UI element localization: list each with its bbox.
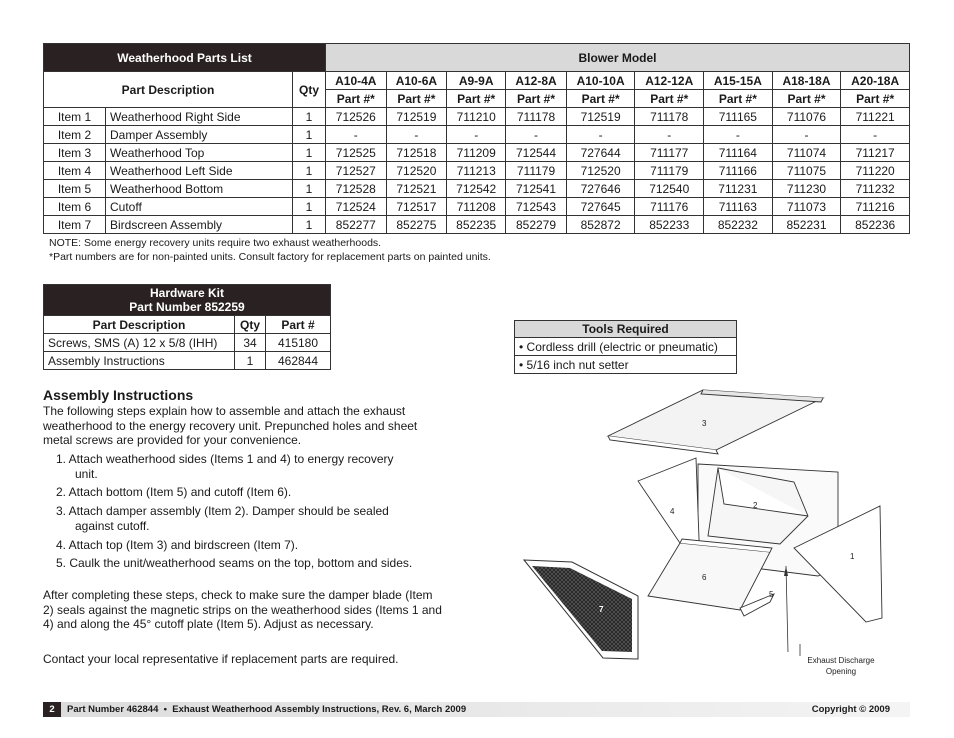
hardware-kit-part-number: Part Number 852259 <box>129 300 245 314</box>
label-item-1: 1 <box>850 552 855 561</box>
item-cell: Item 4 <box>44 162 106 180</box>
exploded-diagram <box>518 386 910 682</box>
part-number-cell: 711177 <box>635 144 704 162</box>
part-number-cell: 711213 <box>447 162 506 180</box>
hardware-kit-title-line1: Hardware Kit <box>149 286 225 300</box>
cutoff-part <box>648 543 770 610</box>
tool-item: • 5/16 inch nut setter <box>515 356 737 374</box>
part-number-label: Part #* <box>772 90 841 108</box>
assembly-step: 5. Caulk the unit/weatherhood seams on the top, bottom and sides. <box>56 556 413 571</box>
hw-qty-header: Qty <box>235 316 266 334</box>
part-number-label: Part #* <box>704 90 773 108</box>
part-number-cell: 711179 <box>635 162 704 180</box>
model-header: A10-10A <box>566 72 635 90</box>
qty-header: Qty <box>293 72 326 108</box>
parts-row <box>44 180 910 198</box>
part-number-cell: 711220 <box>841 162 910 180</box>
model-header: A18-18A <box>772 72 841 90</box>
part-number-cell: 712542 <box>447 180 506 198</box>
part-number-cell: 852872 <box>566 216 635 234</box>
assembly-after-text: After completing these steps, check to make sure the damper blade (Item 2) seals against the magnetic strips on the weatherhood sides (Items 1 and 4) and along the 45° cutoff plate (Item 5). Adjust as necessary. <box>43 588 442 632</box>
parts-list-table <box>43 43 910 234</box>
part-number-cell: - <box>447 126 506 144</box>
part-number-cell: 712518 <box>386 144 447 162</box>
description-cell: Weatherhood Bottom <box>106 180 293 198</box>
part-number-label: Part #* <box>506 90 567 108</box>
part-number-cell: 712519 <box>566 108 635 126</box>
description-cell: Weatherhood Right Side <box>106 108 293 126</box>
part-number-cell: 712525 <box>326 144 387 162</box>
page-footer <box>43 702 910 717</box>
label-item-7: 7 <box>599 605 604 614</box>
parts-row <box>44 198 910 216</box>
hw-desc-cell: Screws, SMS (A) 12 x 5/8 (IHH) <box>44 334 235 352</box>
part-number-cell: 712521 <box>386 180 447 198</box>
qty-cell: 1 <box>293 108 326 126</box>
part-number-cell: - <box>566 126 635 144</box>
hardware-row <box>44 334 331 352</box>
part-number-cell: 712520 <box>566 162 635 180</box>
footer-copyright: Copyright © 2009 <box>811 704 890 715</box>
tools-required-table <box>514 320 737 374</box>
parts-list-title: Weatherhood Parts List <box>44 44 326 72</box>
part-number-cell: 711176 <box>635 198 704 216</box>
qty-cell: 1 <box>293 144 326 162</box>
part-number-cell: - <box>704 126 773 144</box>
part-number-cell: 711216 <box>841 198 910 216</box>
part-number-cell: - <box>635 126 704 144</box>
description-cell: Cutoff <box>106 198 293 216</box>
tools-title: Tools Required <box>515 321 737 338</box>
tool-item: • Cordless drill (electric or pneumatic) <box>515 338 737 356</box>
part-number-label: Part #* <box>447 90 506 108</box>
assembly-steps <box>56 452 416 575</box>
footer-doc-title: Part Number 462844 • Exhaust Weatherhood Assembly Instructions, Rev. 6, March 2009 <box>67 704 467 715</box>
description-cell: Weatherhood Left Side <box>106 162 293 180</box>
description-cell: Birdscreen Assembly <box>106 216 293 234</box>
part-number-cell: 711217 <box>841 144 910 162</box>
part-number-cell: - <box>386 126 447 144</box>
part-number-cell: 711076 <box>772 108 841 126</box>
part-number-label: Part #* <box>841 90 910 108</box>
part-number-cell: 712520 <box>386 162 447 180</box>
part-number-cell: 727644 <box>566 144 635 162</box>
part-number-cell: 711166 <box>704 162 773 180</box>
part-number-cell: 711075 <box>772 162 841 180</box>
part-number-cell: 712541 <box>506 180 567 198</box>
callout-exhaust-discharge: Exhaust Discharge <box>807 656 875 665</box>
description-cell: Weatherhood Top <box>106 144 293 162</box>
assembly-title: Assembly Instructions <box>43 387 194 403</box>
qty-cell: 1 <box>293 126 326 144</box>
hw-qty-cell: 34 <box>235 334 266 352</box>
item-cell: Item 7 <box>44 216 106 234</box>
item-cell: Item 6 <box>44 198 106 216</box>
part-number-cell: 712543 <box>506 198 567 216</box>
part-number-cell: 852236 <box>841 216 910 234</box>
label-item-6: 6 <box>702 573 707 582</box>
model-header: A10-4A <box>326 72 387 90</box>
hardware-kit-table <box>43 284 331 370</box>
part-number-cell: 711073 <box>772 198 841 216</box>
hw-qty-cell: 1 <box>235 352 266 370</box>
hw-part-cell: 415180 <box>266 334 331 352</box>
part-number-cell: 712524 <box>326 198 387 216</box>
part-number-cell: - <box>506 126 567 144</box>
part-number-cell: 852235 <box>447 216 506 234</box>
label-item-2: 2 <box>753 501 758 510</box>
part-number-cell: 852233 <box>635 216 704 234</box>
part-number-cell: 711164 <box>704 144 773 162</box>
model-header: A9-9A <box>447 72 506 90</box>
part-number-cell: 712526 <box>326 108 387 126</box>
part-number-cell: 711165 <box>704 108 773 126</box>
qty-cell: 1 <box>293 216 326 234</box>
item-cell: Item 2 <box>44 126 106 144</box>
part-number-label: Part #* <box>326 90 387 108</box>
hw-part-header: Part # <box>266 316 331 334</box>
item-cell: Item 5 <box>44 180 106 198</box>
blower-model-header: Blower Model <box>326 44 910 72</box>
part-number-cell: 727645 <box>566 198 635 216</box>
part-number-cell: - <box>841 126 910 144</box>
part-number-cell: 711210 <box>447 108 506 126</box>
part-number-cell: 712540 <box>635 180 704 198</box>
item-cell: Item 3 <box>44 144 106 162</box>
part-number-cell: 852279 <box>506 216 567 234</box>
hw-desc-header: Part Description <box>44 316 235 334</box>
item-cell: Item 1 <box>44 108 106 126</box>
parts-row <box>44 216 910 234</box>
part-number-cell: 852277 <box>326 216 387 234</box>
part-number-label: Part #* <box>635 90 704 108</box>
part-number-cell: 712528 <box>326 180 387 198</box>
part-number-cell: 727646 <box>566 180 635 198</box>
part-number-cell: 711179 <box>506 162 567 180</box>
assembly-step: 2. Attach bottom (Item 5) and cutoff (Item 6). <box>56 485 292 500</box>
part-number-cell: 711163 <box>704 198 773 216</box>
part-description-header: Part Description <box>44 72 293 108</box>
part-number-cell: 711208 <box>447 198 506 216</box>
part-number-cell: 711232 <box>841 180 910 198</box>
hardware-row <box>44 352 331 370</box>
assembly-contact-text: Contact your local representative if replacement parts are required. <box>43 652 399 666</box>
part-number-cell: 712527 <box>326 162 387 180</box>
parts-row <box>44 144 910 162</box>
parts-footnote: *Part numbers are for non-painted units. Consult factory for replacement parts on painted units. <box>49 251 491 263</box>
part-number-cell: 712544 <box>506 144 567 162</box>
assembly-intro: The following steps explain how to assemble and attach the exhaust weatherhood to the energy recovery unit. Prepunched holes and sheet metal screws are provided for your convenience. <box>43 404 418 448</box>
part-number-cell: 852232 <box>704 216 773 234</box>
model-header: A10-6A <box>386 72 447 90</box>
assembly-step: 4. Attach top (Item 3) and birdscreen (Item 7). <box>56 537 299 552</box>
part-number-cell: - <box>772 126 841 144</box>
assembly-step: 3. Attach damper assembly (Item 2). Damper should be sealed against cutoff. <box>56 504 389 533</box>
part-number-cell: 711221 <box>841 108 910 126</box>
part-number-cell: 852231 <box>772 216 841 234</box>
part-number-cell: - <box>326 126 387 144</box>
part-number-cell: 712519 <box>386 108 447 126</box>
hw-desc-cell: Assembly Instructions <box>44 352 235 370</box>
qty-cell: 1 <box>293 180 326 198</box>
callout-opening: Opening <box>825 667 857 676</box>
parts-row <box>44 108 910 126</box>
assembly-step: 1. Attach weatherhood sides (Items 1 and 4) to energy recovery unit. <box>56 452 394 481</box>
part-number-cell: 711074 <box>772 144 841 162</box>
part-number-cell: 711209 <box>447 144 506 162</box>
part-number-cell: 852275 <box>386 216 447 234</box>
parts-note: NOTE: Some energy recovery units require two exhaust weatherhoods. <box>49 237 382 249</box>
qty-cell: 1 <box>293 198 326 216</box>
label-item-4: 4 <box>670 507 675 516</box>
part-number-cell: 711178 <box>635 108 704 126</box>
part-number-label: Part #* <box>386 90 447 108</box>
part-number-cell: 711178 <box>506 108 567 126</box>
part-number-label: Part #* <box>566 90 635 108</box>
parts-row <box>44 126 910 144</box>
model-header: A12-12A <box>635 72 704 90</box>
model-header: A15-15A <box>704 72 773 90</box>
description-cell: Damper Assembly <box>106 126 293 144</box>
model-header: A20-18A <box>841 72 910 90</box>
part-number-cell: 711230 <box>772 180 841 198</box>
hardware-kit-title <box>44 285 331 316</box>
part-number-cell: 711231 <box>704 180 773 198</box>
page-number: 2 <box>43 702 61 717</box>
hw-part-cell: 462844 <box>266 352 331 370</box>
parts-row <box>44 162 910 180</box>
part-number-cell: 712517 <box>386 198 447 216</box>
model-header: A12-8A <box>506 72 567 90</box>
qty-cell: 1 <box>293 162 326 180</box>
label-item-3: 3 <box>702 419 707 428</box>
label-item-5: 5 <box>769 590 774 599</box>
